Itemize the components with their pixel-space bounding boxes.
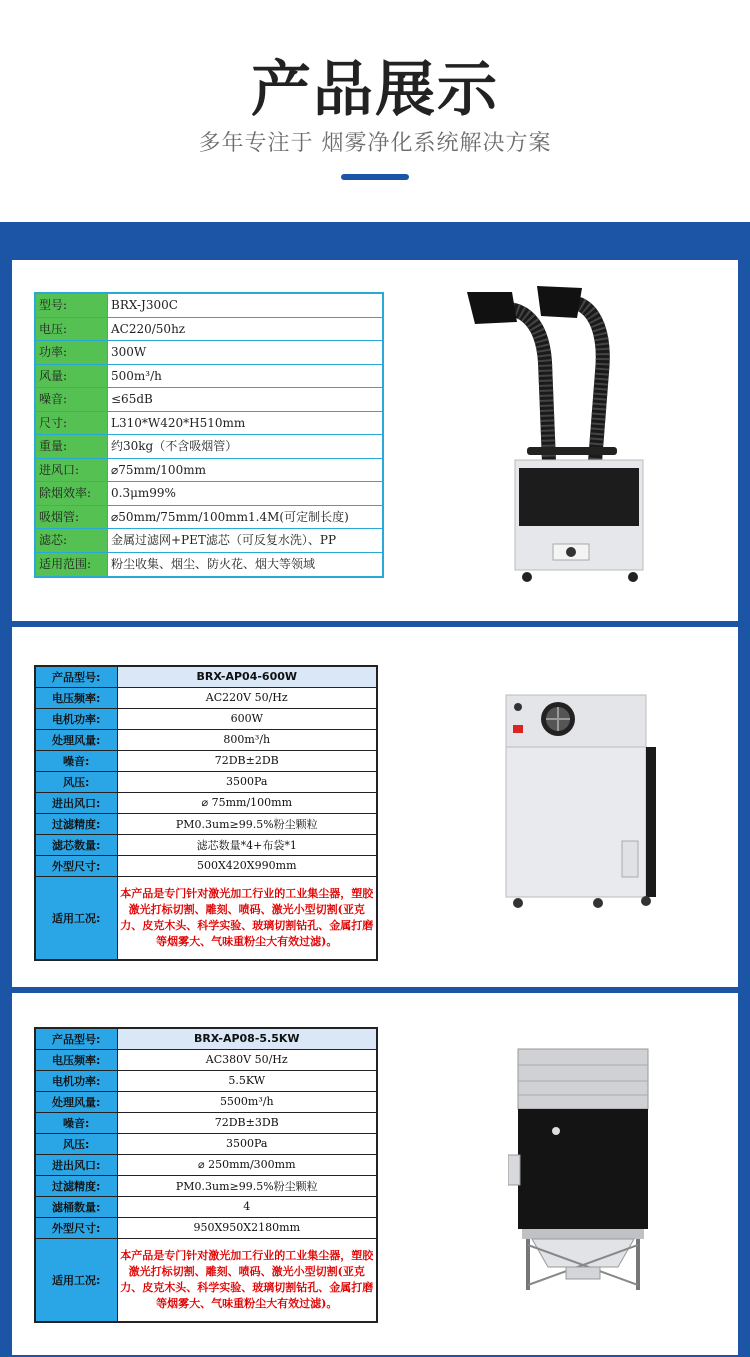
spec-value: 5.5KW — [117, 1070, 377, 1091]
spec-table-2 — [34, 665, 378, 961]
spec-value: PM0.3um≥99.5%粉尘颗粒 — [117, 813, 377, 834]
table-row — [36, 459, 382, 483]
spec-label: 适用工况: — [35, 1238, 117, 1322]
spec-value: 600W — [117, 708, 377, 729]
spec-value: 粉尘收集、烟尘、防火花、烟大等领域 — [111, 556, 316, 571]
table-row — [35, 1070, 377, 1091]
industrial-dust-collector-image — [508, 1045, 658, 1295]
page-title: 产品展示 — [251, 55, 499, 125]
page-header — [0, 0, 750, 222]
spec-label: 电机功率: — [35, 1070, 117, 1091]
spec-value: 金属过滤网+PET滤芯（可反复水洗）、PP — [111, 533, 337, 547]
spec-label: 风压: — [35, 771, 117, 792]
spec-table-1 — [34, 292, 384, 578]
fume-extractor-dual-arm-image — [457, 282, 657, 592]
spec-value: ≤65dB — [111, 392, 153, 406]
spec-label: 适用范围: — [36, 553, 108, 577]
spec-value: BRX-AP08-5.5KW — [117, 1028, 377, 1049]
table-row — [35, 1154, 377, 1175]
spec-value: 约30kg（不含吸烟管） — [111, 439, 238, 453]
spec-value: 72DB±3DB — [117, 1112, 377, 1133]
table-row — [35, 1217, 377, 1238]
table-row — [35, 687, 377, 708]
table-row — [36, 529, 382, 553]
spec-label: 电压频率: — [35, 687, 117, 708]
table-row — [35, 708, 377, 729]
spec-value: 0.3μm99% — [111, 486, 176, 500]
spec-label: 功率: — [36, 341, 108, 364]
table-row — [35, 1133, 377, 1154]
table-row — [35, 1175, 377, 1196]
table-row — [35, 1238, 377, 1322]
spec-value: 3500Pa — [117, 771, 377, 792]
spec-value: 500m³/h — [111, 368, 162, 383]
table-row — [35, 666, 377, 687]
table-row — [35, 1196, 377, 1217]
title-underline — [341, 174, 409, 180]
table-row — [35, 876, 377, 960]
spec-label: 风压: — [35, 1133, 117, 1154]
table-row — [35, 855, 377, 876]
spec-label: 处理风量: — [35, 1091, 117, 1112]
product-panel-1 — [12, 260, 738, 621]
table-row — [36, 341, 382, 365]
spec-label: 处理风量: — [35, 729, 117, 750]
spec-label: 风量: — [36, 365, 108, 388]
spec-value: 800m³/h — [117, 729, 377, 750]
spec-value: 3500Pa — [117, 1133, 377, 1154]
spec-value: 4 — [117, 1196, 377, 1217]
spec-label: 适用工况: — [35, 876, 117, 960]
spec-value: 500X420X990mm — [117, 855, 377, 876]
spec-label: 滤芯: — [36, 529, 108, 552]
spec-value: 72DB±2DB — [117, 750, 377, 771]
spec-label: 外型尺寸: — [35, 855, 117, 876]
spec-label: 进出风口: — [35, 1154, 117, 1175]
spec-label: 噪音: — [35, 1112, 117, 1133]
table-row — [35, 834, 377, 855]
table-row — [36, 412, 382, 436]
table-row — [36, 318, 382, 342]
spec-label: 尺寸: — [36, 412, 108, 435]
spec-label: 产品型号: — [35, 666, 117, 687]
spec-label: 噪音: — [36, 388, 108, 411]
application-description: 本产品是专门针对激光加工行业的工业集尘器，塑胶激光打标切割、雕刻、喷码、激光小型切割(亚克力、皮克木头、科学实验、玻璃切割钻孔、金属打磨等烟雾大、气味重粉尘大有效过滤)。 — [117, 1238, 377, 1322]
table-row — [36, 482, 382, 506]
table-row — [35, 729, 377, 750]
table-row — [36, 294, 382, 318]
table-row — [36, 553, 382, 577]
spec-value: BRX-J300C — [111, 298, 178, 312]
spec-label: 进风口: — [36, 459, 108, 482]
spec-value: AC220V 50/Hz — [117, 687, 377, 708]
spec-label: 产品型号: — [35, 1028, 117, 1049]
table-row — [35, 813, 377, 834]
spec-label: 过滤精度: — [35, 813, 117, 834]
table-row — [35, 750, 377, 771]
spec-label: 型号: — [36, 294, 108, 317]
spec-value: L310*W420*H510mm — [111, 415, 246, 430]
spec-value: AC380V 50/Hz — [117, 1049, 377, 1070]
table-row — [36, 388, 382, 412]
spec-label: 过滤精度: — [35, 1175, 117, 1196]
application-description: 本产品是专门针对激光加工行业的工业集尘器，塑胶激光打标切割、雕刻、喷码、激光小型切割(亚克力、皮克木头、科学实验、玻璃切割钻孔、金属打磨等烟雾大、气味重粉尘大有效过滤)。 — [117, 876, 377, 960]
spec-label: 噪音: — [35, 750, 117, 771]
spec-label: 电机功率: — [35, 708, 117, 729]
table-row — [36, 365, 382, 389]
spec-value: PM0.3um≥99.5%粉尘颗粒 — [117, 1175, 377, 1196]
table-row — [35, 1112, 377, 1133]
spec-value: 300W — [111, 345, 147, 359]
product-panel-2 — [12, 627, 738, 987]
fume-extractor-cabinet-image — [496, 691, 666, 911]
product-panel-3 — [12, 993, 738, 1355]
spec-label: 吸烟管: — [36, 506, 108, 529]
spec-value: ⌀ 250mm/300mm — [117, 1154, 377, 1175]
spec-label: 滤桶数量: — [35, 1196, 117, 1217]
table-row — [35, 792, 377, 813]
page-subtitle: 多年专注于 烟雾净化系统解决方案 — [198, 131, 552, 156]
spec-label: 电压频率: — [35, 1049, 117, 1070]
spec-value: 5500m³/h — [117, 1091, 377, 1112]
spec-value: ⌀50mm/75mm/100mm1.4M(可定制长度) — [111, 509, 349, 524]
spec-label: 重量: — [36, 435, 108, 458]
spec-label: 外型尺寸: — [35, 1217, 117, 1238]
spec-label: 除烟效率: — [36, 482, 108, 505]
table-row — [35, 1049, 377, 1070]
spec-label: 进出风口: — [35, 792, 117, 813]
spec-label: 电压: — [36, 318, 108, 341]
spec-value: ⌀75mm/100mm — [111, 462, 206, 477]
spec-table-3 — [34, 1027, 378, 1323]
spec-value: 950X950X2180mm — [117, 1217, 377, 1238]
spec-value: BRX-AP04-600W — [117, 666, 377, 687]
table-row — [36, 506, 382, 530]
table-row — [35, 1028, 377, 1049]
spec-label: 滤芯数量: — [35, 834, 117, 855]
spec-value: 滤芯数量*4+布袋*1 — [117, 834, 377, 855]
spec-value: ⌀ 75mm/100mm — [117, 792, 377, 813]
spec-value: AC220/50hz — [111, 321, 186, 336]
table-row — [35, 771, 377, 792]
table-row — [35, 1091, 377, 1112]
table-row — [36, 435, 382, 459]
